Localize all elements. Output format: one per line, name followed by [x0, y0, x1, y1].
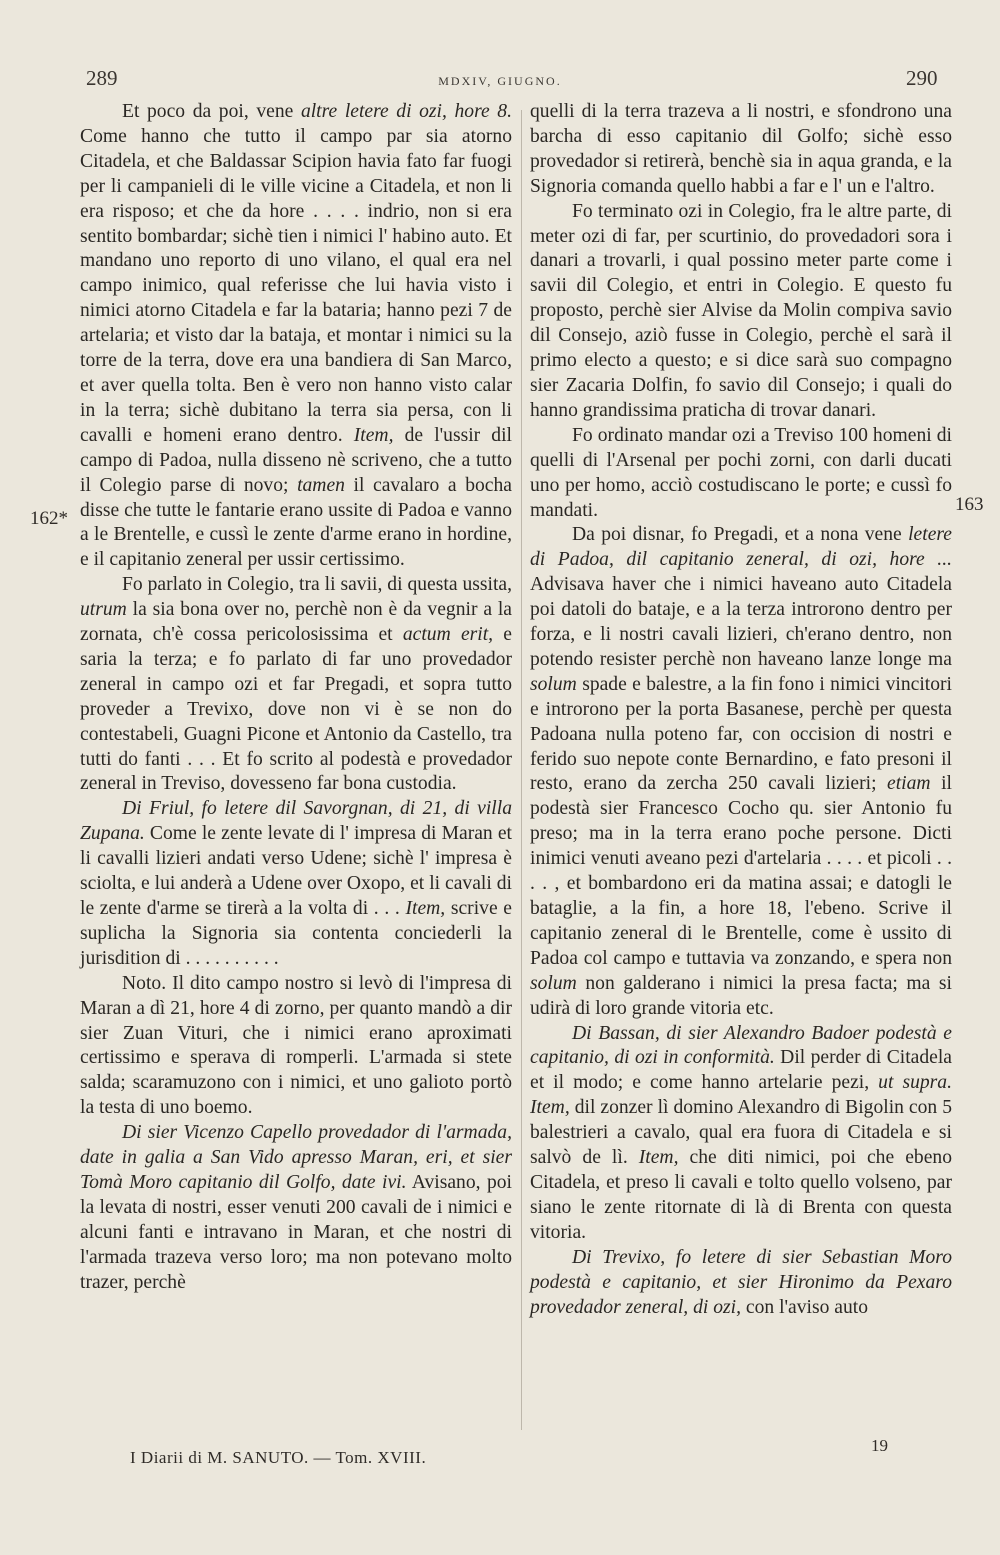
- left-column: [80, 100, 512, 1296]
- paragraph: Noto. Il dito campo nostro si levò di l'impresa di Maran a dì 21, hore 4 di zorno, per quanto mandò a dir sier Zuan Vituri, che i nimici erano aproximati certissimo e sperava di romperli. L'armada si stete salda; scaramuzono con i nimici, et uno galioto portò la testa di uno boemo.: [80, 972, 512, 1119]
- page-number-left: 289: [86, 66, 118, 90]
- paragraph: Di Friul, fo letere dil Savorgnan, di 21, di villa Zupana. Come le zente levate di l' impresa di Maran et li cavalli lizieri andati verso Udene; sichè l' impresa è sciolta, e lui anderà a Udene over Oxopo, et li cavali di le zente d'arme se tirerà a la volta di . . . Item, scrive e suplicha la Signoria sia contenta conciederli la jurisdition di . . . . . . . . . .: [80, 798, 513, 969]
- running-title: MDXIV, GIUGNO.: [438, 74, 562, 88]
- paragraph: Fo ordinato mandar ozi a Treviso 100 homeni di quelli di l'Arsenal per pochi zorni, con darli ducati uno per homo, acciò costudiscano le porte; e cussì fo mandati.: [530, 424, 952, 521]
- paragraph: Fo terminato ozi in Colegio, fra le altre parte, di meter ozi di far, per scurtinio, do provedadori sora i danari a trovarli, i qual possino meter parte come i savii dil Colegio, et entri in Colegio. E questo fu proposto, perchè sier Alvise da Molin compiva savio dil Consejo, aziò fusse in Colegio, perchè el sarà il primo electo a questo; e si dice sarà suo compagno sier Zacaria Dolfin, fo savio dil Consejo; i quali do hanno grandissima praticha di trovar danari.: [530, 200, 952, 421]
- signature-mark: 19: [871, 1436, 888, 1455]
- paragraph: Da poi disnar, fo Pregadi, et a nona vene letere di Padoa, dil capitanio zeneral, di ozi, hore ... Advisava haver che i nimici haveano auto Citadela poi datoli do bataje, e a la terza introrono dentro per forza, e li nostri cavali lizieri, ch'erano dentro, non potendo resister perchè non haveano lanze longe ma solum spade e balestre, a la fin fono i nimici vincitori e introrono per la porta Basanese, perchè per questa Padoana nulla poteno far, con occision di nostri e ferido suo nepote conte Bernardino, e fato presoni il resto, erano da zercha 250 cavali lizieri; etiam il podestà sier Francesco Cocho qu. sier Antonio fu preso; ma in la terra erano poche persone. Dicti inimici venuti aveano pezi d'artelaria . . . . et picoli . . . . , et bombardono eri da matina assai; e datogli le bataglie, a la fin, a hore 18, l'ebeno. Scrive il capitanio zeneral di le Brentelle, come è ussito di Padoa col campo e tuttavia va zonzando, e spera non solum non galderano i nimici la presa facta; ma si udirà di loro grande vitoria etc.: [530, 524, 952, 1019]
- paragraph: Et poco da poi, vene altre letere di ozi, hore 8. Come hanno che tutto il campo par sia atorno Citadela, et che Baldassar Scipion havia fato far fuogi per li campanieli di le ville vicine a Citadela, et non li era risposo; et che da hore . . . . indrio, non si era sentito bombardar; sichè tien i nimici l' habino auto. Et mandano uno reporto di uno vilano, el qual era nel campo inimico, qual referisse che lui havia visto i nimici atorno Citadela e far la bataria; hanno pezi 7 de artelaria; et visto dar la bataja, et montar i nimici su la torre de la terra, dove era una bandiera di San Marco, et aver quella tolta. Ben è vero non hanno visto calar in la terra; sichè dubitano la terra sia persa, con li cavalli e homeni erano dentro. Item, de l'ussir dil campo di Padoa, nulla disseno nè scriveno, che a tutto il Colegio parse di novo; tamen il cavalaro a bocha disse che tutte le fantarie erano ussite di Padoa e vanno a le Brentelle, e cussì le zente d'arme erano in hordine, e il capitanio zeneral per ussir certissimo.: [80, 101, 513, 571]
- right-column: [530, 100, 952, 1320]
- paragraph: Fo parlato in Colegio, tra li savii, di questa ussita, utrum la sia bona over no, perchè non è da vegnir a la zornata, ch'è cossa pericolosissima et actum erit, e saria la terza; e fo parlato di far uno provedador zeneral in campo ozi et far Pregadi, et sopra tutto proveder a Trevixo, dove non vi è se non do contestabeli, Guagni Picone et Antonio da Castello, tra tutti do fanti . . . Et fo scrito al podestà e provedador zeneral in Treviso, dovesseno far bona custodia.: [80, 574, 512, 795]
- margin-number-right: 163: [955, 494, 984, 515]
- column-divider: [521, 110, 522, 1430]
- paragraph: quelli di la terra trazeva a li nostri, e sfondrono una barcha di esso capitanio dil Golfo; sichè esso provedador si retirerà, benchè sia in aqua granda, e la Signoria comanda quello habbi a far e l' un e l'altro.: [530, 101, 952, 197]
- paragraph: Di Trevixo, fo letere di sier Sebastian Moro podestà e capitanio, et sier Hironimo da Pexaro provedador zeneral, di ozi, con l'aviso auto: [530, 1246, 952, 1318]
- footer-citation: I Diarii di M. SANUTO. — Tom. XVIII.: [130, 1448, 427, 1467]
- paragraph: Di Bassan, di sier Alexandro Badoer podestà e capitanio, di ozi in conformità. Dil perder di Citadela et il modo; e come hanno artelarie pezi, ut supra. Item, dil zonzer lì domino Alexandro di Bigolin con 5 balestrieri a cavalo, qual era fuora di Citadela e si salvò de lì. Item, che diti nimici, poi che ebeno Citadela, et preso li cavali e tolto quello volseno, par siano le zente ritornate di là di Brenta con questa vitoria.: [530, 1022, 953, 1243]
- paragraph: Di sier Vicenzo Capello provedador di l'armada, date in galia a San Vido apresso Maran, eri, et sier Tomà Moro capitanio dil Golfo, date ivi. Avisano, poi la levata di nostri, esser venuti 200 cavali de i nimici e alcuni fanti e intravano in Maran, et che nostri di l'armada trazeva verso loro; ma non potevano molto trazer, perchè: [80, 1122, 512, 1293]
- margin-number-left: 162*: [30, 508, 68, 529]
- page-number-right: 290: [906, 66, 938, 90]
